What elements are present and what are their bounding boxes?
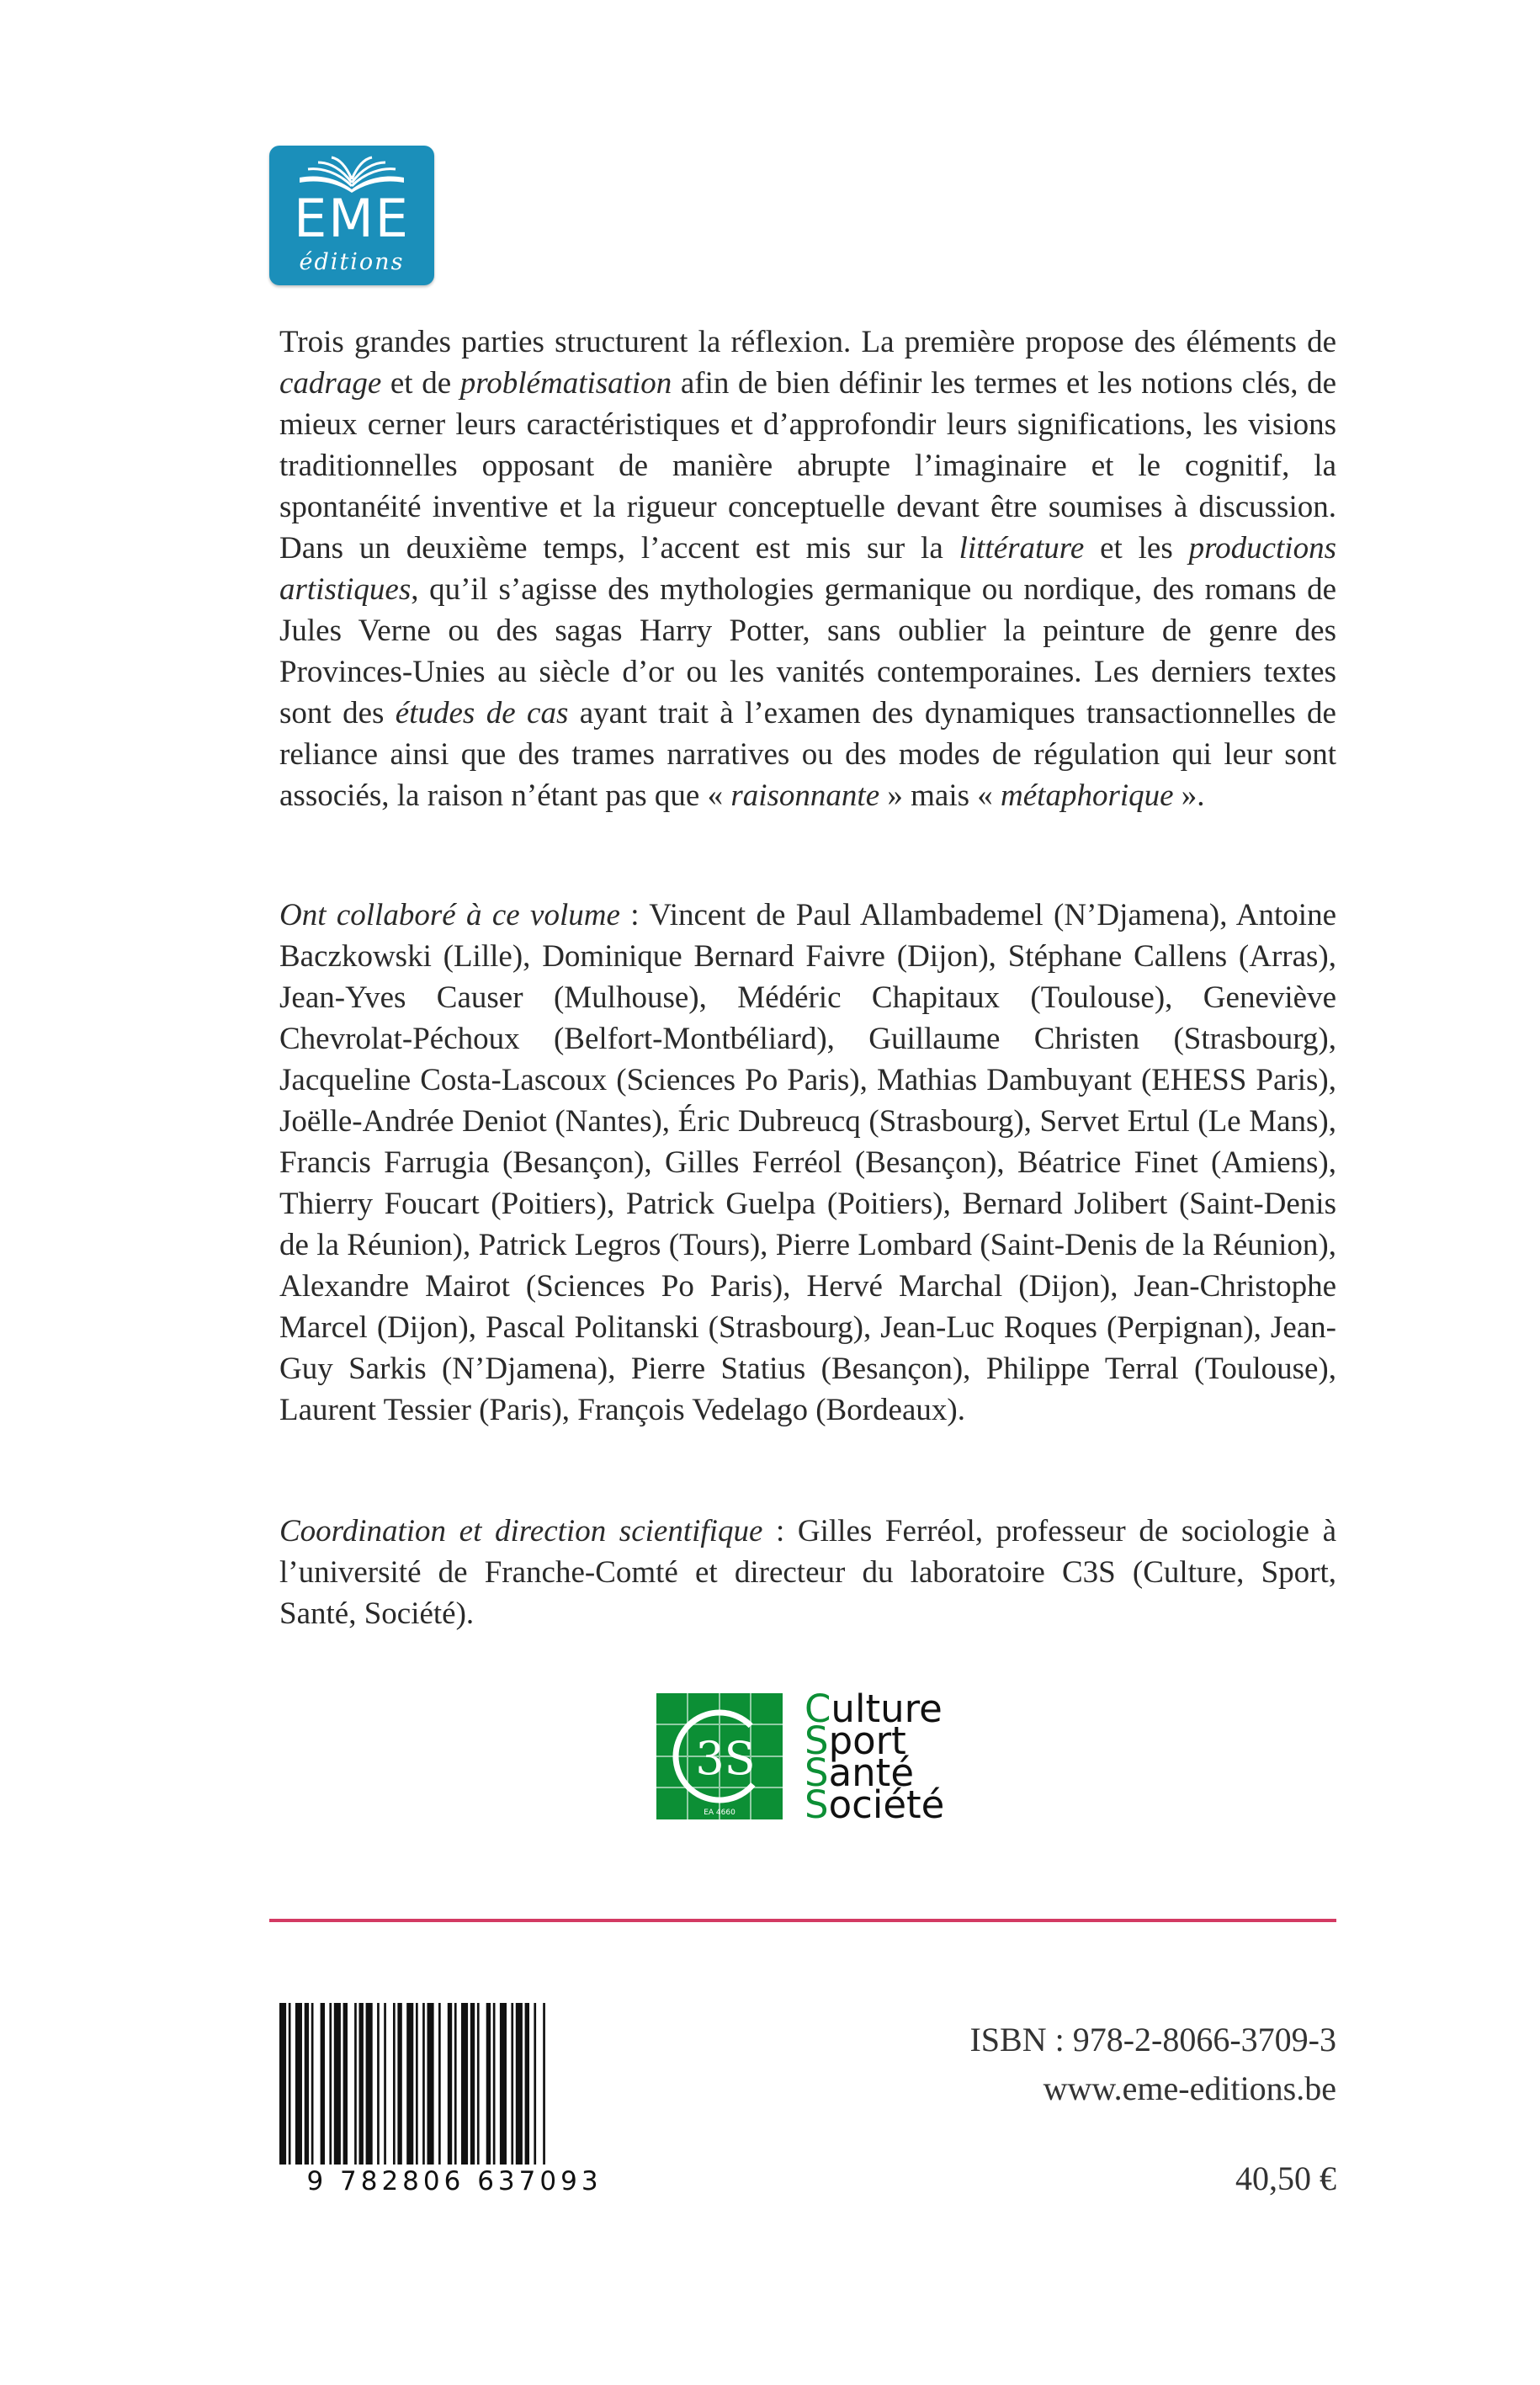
isbn-barcode [278, 2003, 631, 2165]
c3s-grid-emblem [656, 1693, 783, 1819]
price: 40,50 € [1235, 2159, 1336, 2197]
coordination-paragraph: Coordination et direction scientifique : Gilles Ferréol, professeur de sociologie à l’université de Franche-Comté et directeur du laboratoire C3S (Culture, Sport, Santé, Société). [279, 1514, 1336, 1631]
c3s-mark [656, 1693, 783, 1819]
isbn-block [969, 2016, 1336, 2113]
publisher-website: www.eme-editions.be [1043, 2069, 1336, 2107]
eme-editions-logo [269, 146, 434, 285]
separator-rule [269, 1919, 1336, 1922]
c3s-mark-text: 3S [695, 1732, 756, 1785]
contributors-paragraph: Ont collaboré à ce volume : Vincent de Paul Allambademel (N’Djamena), Antoine Baczkowski (Lille), Dominique Bernard Faivre (Dijon), Stéphane Callens (Arras), Jean-Yves Causer (Mulhouse), Médéric Chapitaux (Toulouse), Geneviève Chevrolat-Péchoux (Belfort-Montbéliard), Guillaume Christen (Strasbourg), Jacqueline Costa-Lascoux (Sciences Po Paris), Mathias Dambuyant (EHESS Paris), Joëlle-Andrée Deniot (Nantes), Éric Dubreucq (Strasbourg), Servet Ertul (Le Mans), Francis Farrugia (Besançon), Gilles Ferréol (Besançon), Béatrice Finet (Amiens), Thierry Foucart (Poitiers), Patrick Guelpa (Poitiers), Bernard Jolibert (Saint-Denis de la Réunion), Patrick Legros (Tours), Pierre Lombard (Saint-Denis de la Réunion), Alexandre Mairot (Sciences Po Paris), Hervé Marchal (Dijon), Jean-Christophe Marcel (Dijon), Pascal Politanski (Strasbourg), Jean-Luc Roques (Perpignan), Jean-Guy Sarkis (N’Djamena), Pierre Statius (Besançon), Philippe Terral (Toulouse), Laurent Tessier (Paris), François Vedelago (Bordeaux). [279, 898, 1336, 1427]
c3s-word-sport: Sport [805, 1718, 906, 1763]
eme-logo-name: EME [294, 188, 410, 249]
summary-paragraph: Trois grandes parties structurent la réflexion. La première propose des éléments de cadrage et de problématisation afin de bien définir les termes et les notions clés, de mieux cerner leurs caractéristiques et d’approfondir leurs significations, les visions traditionnelles opposant de manière abrupte l’imaginaire et le cognitif, la spontanéité inventive et la rigueur conceptuelle devant être soumises à discussion. Dans un deuxième temps, l’accent est mis sur la littérature et les productions artistiques, qu’il s’agisse des mythologies germanique ou nordique, des romans de Jules Verne ou des sagas Harry Potter, sans oublier la peinture de genre des Provinces-Unies au siècle d’or ou les vanités contemporaines. Les derniers textes sont des études de cas ayant trait à l’examen des dynamiques transactionnelles de reliance ainsi que des trames narratives ou des modes de régulation qui leur sont associés, la raison n’étant pas que « raisonnante » mais « métaphorique ». [279, 325, 1337, 813]
isbn-number: ISBN : 978-2-8066-3709-3 [969, 2021, 1336, 2058]
c3s-word-culture: Culture [805, 1686, 943, 1731]
c3s-lab-logo [656, 1686, 945, 1827]
c3s-word-sante: Santé [805, 1750, 915, 1795]
eme-logo-subtitle: éditions [299, 249, 405, 275]
c3s-words [805, 1686, 945, 1827]
c3s-word-societe: Société [805, 1782, 945, 1827]
c3s-code-text: EA 4660 [704, 1809, 735, 1817]
barcode-digits: 9 782806 637093 [306, 2166, 603, 2196]
